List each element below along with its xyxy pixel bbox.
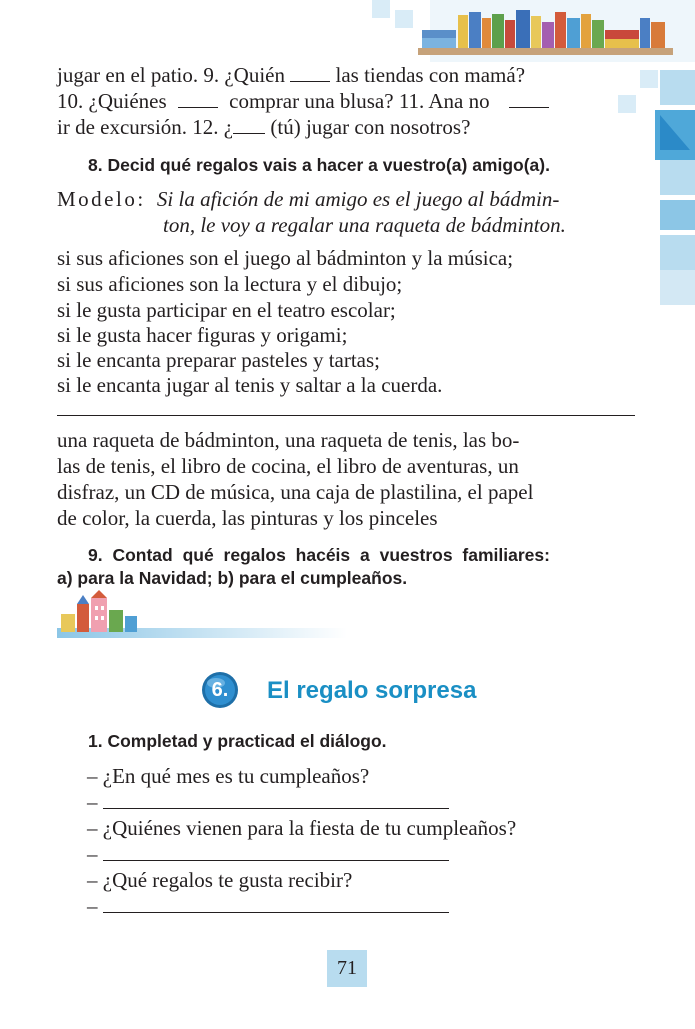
dash: – bbox=[87, 842, 98, 866]
dialogue-line bbox=[87, 841, 449, 867]
list-item: si le encanta preparar pasteles y tartas; bbox=[57, 348, 381, 372]
exercise-1-heading: 1. Completad y practicad el diálogo. bbox=[88, 731, 387, 751]
exercise-9-heading-cont: a) para la Navidad; b) para el cumpleaños. bbox=[57, 568, 408, 588]
list-item: si sus aficiones son el juego al bádminton y la música; bbox=[57, 246, 514, 270]
list-item: si le encanta jugar al tenis y saltar a la cuerda. bbox=[57, 373, 443, 397]
text-line bbox=[57, 88, 549, 114]
fill-blank[interactable] bbox=[233, 116, 265, 134]
model-line bbox=[57, 186, 559, 212]
lesson-number: 6. bbox=[211, 679, 229, 701]
text-fragment: las tiendas con mamá? bbox=[335, 63, 526, 87]
fill-blank[interactable] bbox=[509, 90, 549, 108]
answer-blank[interactable] bbox=[103, 843, 449, 861]
exercise-9-heading: 9. Contad qué regalos hacéis a vuestros familiares: bbox=[88, 545, 550, 565]
bookshelf-icon bbox=[422, 10, 665, 48]
gift-line: disfraz, un CD de música, una caja de plastilina, el papel bbox=[57, 480, 534, 504]
text-fragment: comprar una blusa? 11. Ana no bbox=[229, 89, 490, 113]
text-fragment: jugar en el patio. 9. ¿Quién bbox=[57, 63, 286, 87]
dialogue-line: – ¿En qué mes es tu cumpleaños? bbox=[87, 764, 370, 788]
fill-blank[interactable] bbox=[178, 90, 218, 108]
list-item: si sus aficiones son la lectura y el dibujo; bbox=[57, 272, 403, 296]
dash: – bbox=[87, 790, 98, 814]
gift-line: las de tenis, el libro de cocina, el libro de aventuras, un bbox=[57, 454, 519, 478]
dialogue-line bbox=[87, 893, 449, 919]
model-text: Si la afición de mi amigo es el juego al bádmin- bbox=[156, 187, 560, 211]
dialogue-line: – ¿Qué regalos te gusta recibir? bbox=[87, 868, 353, 892]
lesson-title: El regalo sorpresa bbox=[267, 677, 477, 704]
town-decoration-icon bbox=[57, 590, 357, 645]
dash: – bbox=[87, 894, 98, 918]
text-line bbox=[57, 62, 525, 88]
exercise-8-heading: 8. Decid qué regalos vais a hacer a vuestro(a) amigo(a). bbox=[88, 155, 550, 175]
dialogue-line: – ¿Quiénes vienen para la fiesta de tu cumpleaños? bbox=[87, 816, 517, 840]
model-label: Modelo: bbox=[57, 187, 146, 211]
text-fragment: (tú) jugar con nosotros? bbox=[270, 115, 471, 139]
gift-line: de color, la cuerda, las pinturas y los pinceles bbox=[57, 506, 438, 530]
text-fragment: 10. ¿Quiénes bbox=[57, 89, 167, 113]
gift-line: una raqueta de bádminton, una raqueta de tenis, las bo- bbox=[57, 428, 520, 452]
divider bbox=[57, 415, 635, 416]
model-text: ton, le voy a regalar una raqueta de bádminton. bbox=[163, 213, 566, 237]
answer-blank[interactable] bbox=[103, 791, 449, 809]
answer-blank[interactable] bbox=[103, 895, 449, 913]
page-number: 71 bbox=[327, 950, 367, 987]
dialogue-line bbox=[87, 789, 449, 815]
text-fragment: ir de excursión. 12. ¿ bbox=[57, 115, 234, 139]
list-item: si le gusta hacer figuras y origami; bbox=[57, 323, 348, 347]
list-item: si le gusta participar en el teatro escolar; bbox=[57, 298, 396, 322]
fill-blank[interactable] bbox=[290, 64, 330, 82]
text-line bbox=[57, 114, 470, 140]
